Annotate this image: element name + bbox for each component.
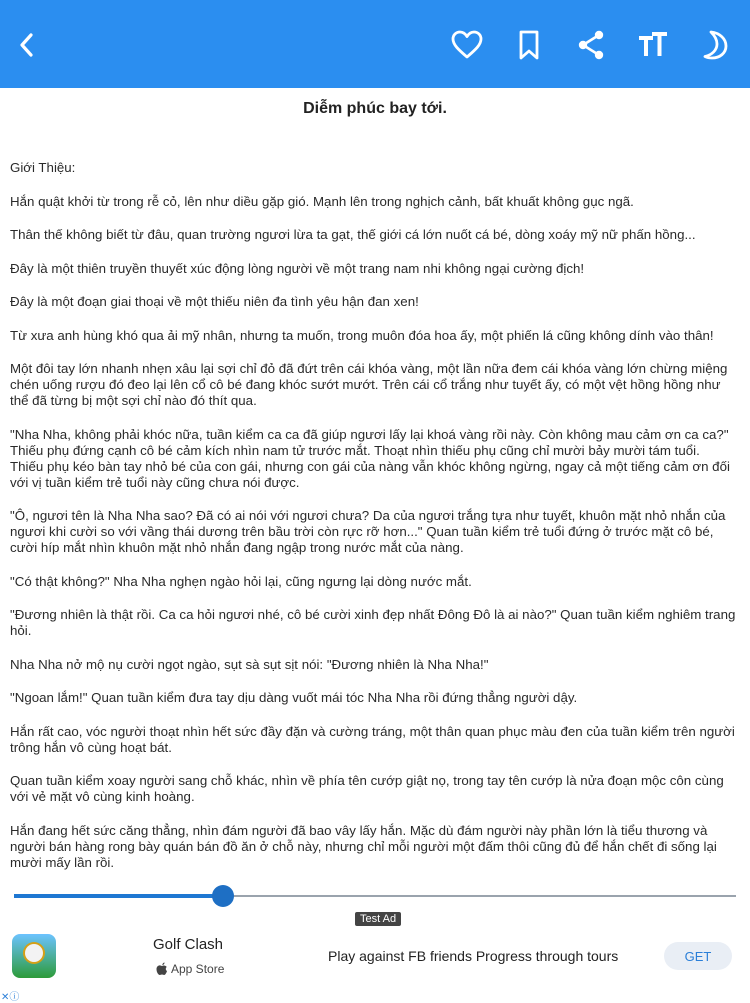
share-icon <box>575 29 607 61</box>
ad-get-button[interactable]: GET <box>664 942 732 970</box>
ad-copy[interactable]: Play against FB friends Progress through tours <box>328 948 619 964</box>
ad-tag: Test Ad <box>355 912 401 926</box>
paragraph: Một đôi tay lớn nhanh nhẹn xâu lại sợi chỉ đỏ đã đứt trên cái khóa vàng, một lần nữa đem cái khóa vàng lớn chừng miệng chén uống rượu đó đeo lại lên cổ cô bé đang khóc sướt mướt. Trên cái cổ trắng như tuyết ấy, có một vệt hồng hồng như thể đã từng bị một sợi chỉ nào đó thít qua. <box>10 361 728 408</box>
text-size-button[interactable] <box>634 25 672 65</box>
ad-store-label <box>156 962 224 976</box>
paragraph: Quan tuần kiểm xoay người sang chỗ khác, nhìn về phía tên cướp giật nọ, trong tay tên cướp là nửa đoạn mộc côn cùng với vẻ mặt vô cùng kinh hoàng. <box>10 773 724 804</box>
toolbar-actions <box>448 24 734 66</box>
paragraph: Đây là một đoạn giai thoại về một thiếu niên đa tình yêu hận đan xen! <box>10 294 419 309</box>
chapter-title: Diễm phúc bay tới. <box>303 100 447 117</box>
back-arrow-icon <box>14 28 40 62</box>
paragraph: "Ô, ngươi tên là Nha Nha sao? Đã có ai nói với ngươi chưa? Da của ngươi trắng tựa như tuyết, khuôn mặt nhỏ nhắn của ngươi khi cười so với vầng thái dương trên bầu trời còn rực rỡ hơn..." Quan tuần kiểm trẻ tuổi đứng ở trước mặt cô bé, cười híp mắt nhìn khuôn mặt nhỏ nhắn đang ngập trong nước mắt của nàng. <box>10 508 726 555</box>
paragraph: Hắn rất cao, vóc người thoạt nhìn hết sức đầy đặn và cường tráng, một thân quan phục màu đen của tuần kiểm trên người trông hắn vô cùng hoạt bát. <box>10 723 735 755</box>
apple-icon <box>156 962 168 976</box>
paragraph: "Có thật không?" Nha Nha nghẹn ngào hỏi lại, cũng ngưng lại dòng nước mắt. <box>10 573 472 589</box>
moon-icon <box>700 29 730 61</box>
bookmark-icon <box>516 29 542 61</box>
paragraph: Từ xưa anh hùng khó qua ải mỹ nhân, nhưng ta muốn, trong muôn đóa hoa ấy, một phiến lá cũng không dính vào thân! <box>10 327 714 343</box>
favorite-button[interactable] <box>448 25 486 65</box>
top-toolbar <box>0 0 750 88</box>
ad-close-icon[interactable]: ✕ⓘ <box>1 992 20 1003</box>
paragraph: Nha Nha nở mộ nụ cười ngọt ngào, sụt sà sụt sịt nói: "Đương nhiên là Nha Nha!" <box>10 656 489 672</box>
text-size-icon <box>637 30 669 60</box>
bookmark-button[interactable] <box>510 25 548 65</box>
share-button[interactable] <box>572 25 610 65</box>
back-button[interactable] <box>14 28 40 62</box>
paragraph: Thân thế không biết từ đâu, quan trường ngươi lừa ta gạt, thế giới cá lớn nuốt cá bé, dòng xoáy mỹ nữ phấn hồng... <box>10 227 696 242</box>
paragraph: Đây là một thiên truyền thuyết xúc động lòng người về một trang nam nhi không ngại cường địch! <box>10 260 585 276</box>
paragraph: Hắn đang hết sức căng thẳng, nhìn đám người đã bao vây lấy hắn. Mặc dù đám người này phần lớn là tiểu thương và người bán hàng rong bày quán bán đồ ăn ở chỗ này, nhưng chỉ mỗi người một đấm thôi cũng đủ để hắn chết đi sống lại mười mấy lần rồi. <box>10 822 717 870</box>
ad-app-name[interactable]: Golf Clash <box>153 936 224 953</box>
app-icon[interactable] <box>12 934 56 978</box>
paragraph: Hắn quật khởi từ trong rễ cỏ, lên như diều gặp gió. Mạnh lên trong nghịch cảnh, bất khuất không gục ngã. <box>10 193 634 209</box>
chapter-text <box>10 160 736 876</box>
paragraph: "Đương nhiên là thật rồi. Ca ca hỏi ngươi nhé, cô bé cười xinh đẹp nhất Đông Đô là ai nào?" Quan tuần kiểm nghiêm trang hỏi. <box>10 607 736 638</box>
night-mode-button[interactable] <box>696 25 734 65</box>
progress-fill <box>14 894 223 898</box>
heart-icon <box>450 29 484 61</box>
progress-slider-thumb[interactable] <box>212 885 234 907</box>
paragraph: "Nha Nha, không phải khóc nữa, tuần kiểm ca ca đã giúp ngươi lấy lại khoá vàng rồi này. Còn không mau cảm ơn ca ca?" Thiếu phụ đứng cạnh cô bé cảm kích nhìn nam tử trước mắt. Thoạt nhìn thiếu phụ cũng chỉ mười bảy mười tám tuổi. Thiếu phụ kéo bàn tay nhỏ bé của con gái, nhưng con gái của nàng vẫn khóc không ngừng, ngay cả một tiếng cảm ơn đối với vị tuần kiểm trẻ tuổi này cũng chưa nói được. <box>10 426 730 490</box>
paragraph: Giới Thiệu: <box>10 160 76 175</box>
ad-store-text: App Store <box>171 962 225 976</box>
paragraph: "Ngoan lắm!" Quan tuần kiểm đưa tay dịu dàng vuốt mái tóc Nha Nha rồi đứng thẳng người dậy. <box>10 690 578 705</box>
